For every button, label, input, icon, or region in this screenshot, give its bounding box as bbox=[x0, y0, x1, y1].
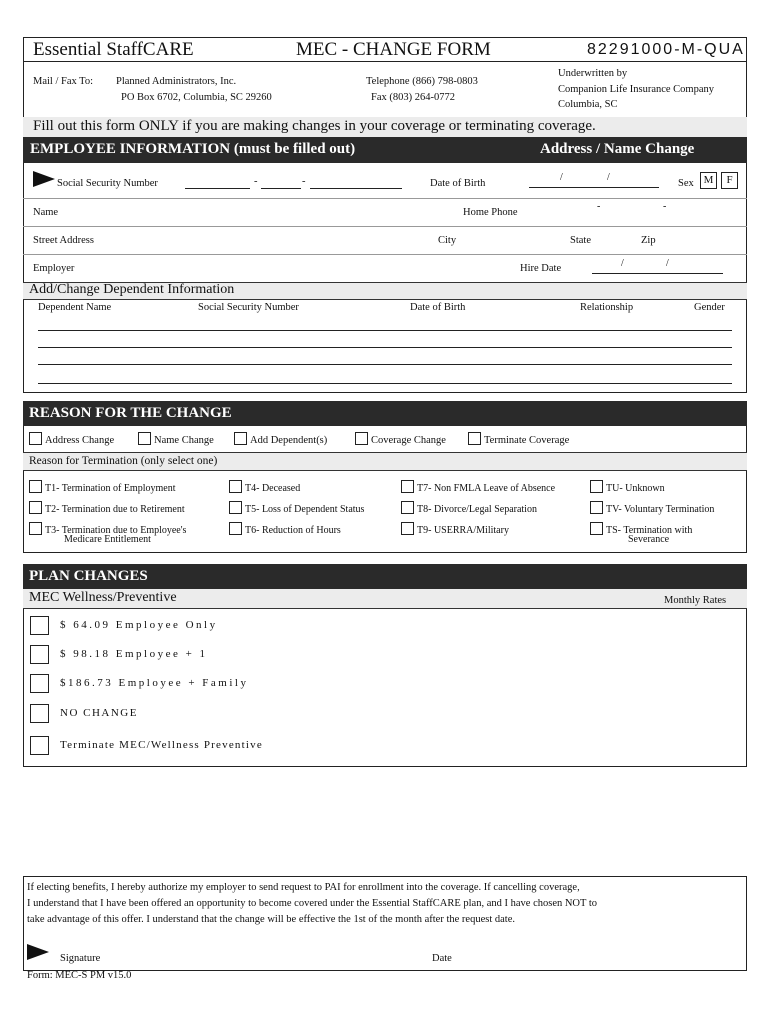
hire-sep-1: / bbox=[621, 258, 624, 269]
row-divider bbox=[23, 226, 747, 227]
checkbox[interactable] bbox=[29, 522, 42, 535]
checkbox[interactable] bbox=[590, 501, 603, 514]
underwriter-line1: Underwritten by bbox=[558, 68, 628, 79]
ts-option-line2: Severance bbox=[628, 534, 670, 545]
arrow-icon bbox=[33, 171, 55, 187]
ssn-sep-2: - bbox=[302, 176, 306, 187]
t9-option[interactable]: T9- USERRA/Military bbox=[401, 522, 509, 536]
checkbox[interactable] bbox=[29, 501, 42, 514]
fax: Fax (803) 264-0772 bbox=[371, 92, 455, 103]
checkbox[interactable] bbox=[401, 501, 414, 514]
dob-sep-1: / bbox=[560, 172, 563, 183]
plan-option-employee-family: $186.73 Employee + Family bbox=[60, 677, 249, 689]
option-add-dependents[interactable]: Add Dependent(s) bbox=[234, 432, 327, 446]
ssn-field-3[interactable] bbox=[310, 188, 402, 189]
date-field[interactable] bbox=[462, 966, 662, 967]
dependents-heading: Add/Change Dependent Information bbox=[29, 282, 235, 297]
checkbox[interactable] bbox=[401, 522, 414, 535]
dep-col-dob: Date of Birth bbox=[410, 302, 466, 313]
row-divider bbox=[23, 254, 747, 255]
checkbox[interactable] bbox=[355, 432, 368, 445]
name-label: Name bbox=[33, 207, 59, 218]
dob-label: Date of Birth bbox=[430, 178, 486, 189]
t8-option[interactable]: T8- Divorce/Legal Separation bbox=[401, 501, 537, 515]
t2-option[interactable]: T2- Termination due to Retirement bbox=[29, 501, 185, 515]
form-code: 82291000-M-QUA bbox=[587, 41, 745, 58]
plan-checkbox-employee-family[interactable] bbox=[30, 674, 49, 693]
ssn-field-2[interactable] bbox=[261, 188, 301, 189]
header-divider bbox=[23, 61, 747, 62]
employer-label: Employer bbox=[33, 263, 75, 274]
checkbox[interactable] bbox=[229, 522, 242, 535]
dependent-row-line[interactable] bbox=[38, 383, 732, 384]
home-phone-label: Home Phone bbox=[463, 207, 518, 218]
company-name: Essential StaffCARE bbox=[33, 39, 194, 60]
plan-checkbox-no-change[interactable] bbox=[30, 704, 49, 723]
t1-option[interactable]: T1- Termination of Employment bbox=[29, 480, 175, 494]
phone-sep-2: - bbox=[663, 201, 667, 212]
checkbox[interactable] bbox=[590, 480, 603, 493]
plan-subheading: MEC Wellness/Preventive bbox=[29, 590, 177, 605]
sex-label: Sex bbox=[678, 178, 694, 189]
t5-option[interactable]: T5- Loss of Dependent Status bbox=[229, 501, 364, 515]
arrow-icon bbox=[27, 944, 49, 960]
employee-heading: EMPLOYEE INFORMATION (must be filled out) bbox=[30, 141, 356, 157]
plan-option-employee-only: $ 64.09 Employee Only bbox=[60, 619, 218, 631]
row-divider bbox=[23, 198, 747, 199]
t4-option[interactable]: T4- Deceased bbox=[229, 480, 300, 494]
option-address-change[interactable]: Address Change bbox=[29, 432, 114, 446]
option-name-change[interactable]: Name Change bbox=[138, 432, 214, 446]
checkbox[interactable] bbox=[401, 480, 414, 493]
checkbox[interactable] bbox=[29, 432, 42, 445]
dependent-row-line[interactable] bbox=[38, 330, 732, 331]
mail-line2: PO Box 6702, Columbia, SC 29260 bbox=[121, 92, 272, 103]
ssn-field-1[interactable] bbox=[185, 188, 250, 189]
plan-heading: PLAN CHANGES bbox=[29, 568, 148, 584]
checkbox[interactable] bbox=[229, 480, 242, 493]
underwriter-line3: Columbia, SC bbox=[558, 99, 618, 110]
tu-option[interactable]: TU- Unknown bbox=[590, 480, 665, 494]
form-version: Form: MEC-S PM v15.0 bbox=[27, 970, 132, 981]
option-coverage-change[interactable]: Coverage Change bbox=[355, 432, 446, 446]
plan-checkbox-employee-plus-one[interactable] bbox=[30, 645, 49, 664]
checkbox[interactable] bbox=[229, 501, 242, 514]
authorization-line1: If electing benefits, I hereby authorize my employer to send request to PAI for enrollment into the coverage. If cancelling coverage, bbox=[27, 882, 580, 893]
option-terminate-coverage[interactable]: Terminate Coverage bbox=[468, 432, 569, 446]
authorization-line2: I understand that I have been offered an opportunity to become covered under the Essential StaffCARE plan, and I have chosen NOT to bbox=[27, 898, 598, 909]
dep-col-ssn: Social Security Number bbox=[198, 302, 299, 313]
termination-heading: Reason for Termination (only select one) bbox=[29, 455, 218, 467]
ssn-sep-1: - bbox=[254, 176, 258, 187]
checkbox[interactable] bbox=[468, 432, 481, 445]
plan-option-no-change: NO CHANGE bbox=[60, 707, 138, 719]
hire-sep-2: / bbox=[666, 258, 669, 269]
plan-checkbox-terminate[interactable] bbox=[30, 736, 49, 755]
sex-f-checkbox[interactable]: F bbox=[721, 172, 738, 189]
dob-sep-2: / bbox=[607, 172, 610, 183]
mail-label: Mail / Fax To: bbox=[33, 76, 94, 87]
plan-option-terminate: Terminate MEC/Wellness Preventive bbox=[60, 739, 263, 751]
city-label: City bbox=[438, 235, 457, 246]
underwriter-line2: Companion Life Insurance Company bbox=[558, 84, 715, 95]
plan-option-employee-plus-one: $ 98.18 Employee + 1 bbox=[60, 648, 208, 660]
dob-field[interactable] bbox=[529, 187, 659, 188]
tv-option[interactable]: TV- Voluntary Termination bbox=[590, 501, 714, 515]
dep-col-gender: Gender bbox=[694, 302, 725, 313]
hire-date-label: Hire Date bbox=[520, 263, 562, 274]
monthly-rates-label: Monthly Rates bbox=[664, 595, 727, 606]
dependent-row-line[interactable] bbox=[38, 347, 732, 348]
t6-option[interactable]: T6- Reduction of Hours bbox=[229, 522, 341, 536]
checkbox[interactable] bbox=[590, 522, 603, 535]
sex-m-checkbox[interactable]: M bbox=[700, 172, 717, 189]
dependent-row-line[interactable] bbox=[38, 364, 732, 365]
phone-sep-1: - bbox=[597, 201, 601, 212]
plan-checkbox-employee-only[interactable] bbox=[30, 616, 49, 635]
instruction-text: Fill out this form ONLY if you are making changes in your coverage or terminating coverage. bbox=[33, 118, 596, 134]
address-name-change: Address / Name Change bbox=[540, 141, 695, 157]
t7-option[interactable]: T7- Non FMLA Leave of Absence bbox=[401, 480, 555, 494]
signature-field[interactable] bbox=[54, 966, 414, 967]
signature-label: Signature bbox=[60, 953, 101, 964]
phone: Telephone (866) 798-0803 bbox=[366, 76, 478, 87]
mail-line1: Planned Administrators, Inc. bbox=[116, 76, 237, 87]
state-label: State bbox=[570, 235, 591, 246]
date-label: Date bbox=[432, 953, 452, 964]
dep-col-relationship: Relationship bbox=[580, 302, 634, 313]
authorization-line3: take advantage of this offer. I understand that the change will be effective the 1st of the month after the request date. bbox=[27, 914, 515, 925]
street-label: Street Address bbox=[33, 235, 94, 246]
zip-label: Zip bbox=[641, 235, 656, 246]
checkbox[interactable] bbox=[138, 432, 151, 445]
form-title: MEC - CHANGE FORM bbox=[296, 39, 491, 60]
reason-heading: REASON FOR THE CHANGE bbox=[29, 405, 232, 421]
employee-section bbox=[23, 137, 747, 393]
checkbox[interactable] bbox=[29, 480, 42, 493]
t3-option-line2: Medicare Entitlement bbox=[64, 534, 151, 545]
ssn-label: Social Security Number bbox=[57, 178, 158, 189]
checkbox[interactable] bbox=[234, 432, 247, 445]
hire-date-field[interactable] bbox=[592, 273, 723, 274]
t3-option[interactable]: T3- Termination due to Employee's bbox=[29, 522, 186, 536]
dep-col-name: Dependent Name bbox=[38, 302, 112, 313]
ts-option[interactable]: TS- Termination with bbox=[590, 522, 692, 536]
